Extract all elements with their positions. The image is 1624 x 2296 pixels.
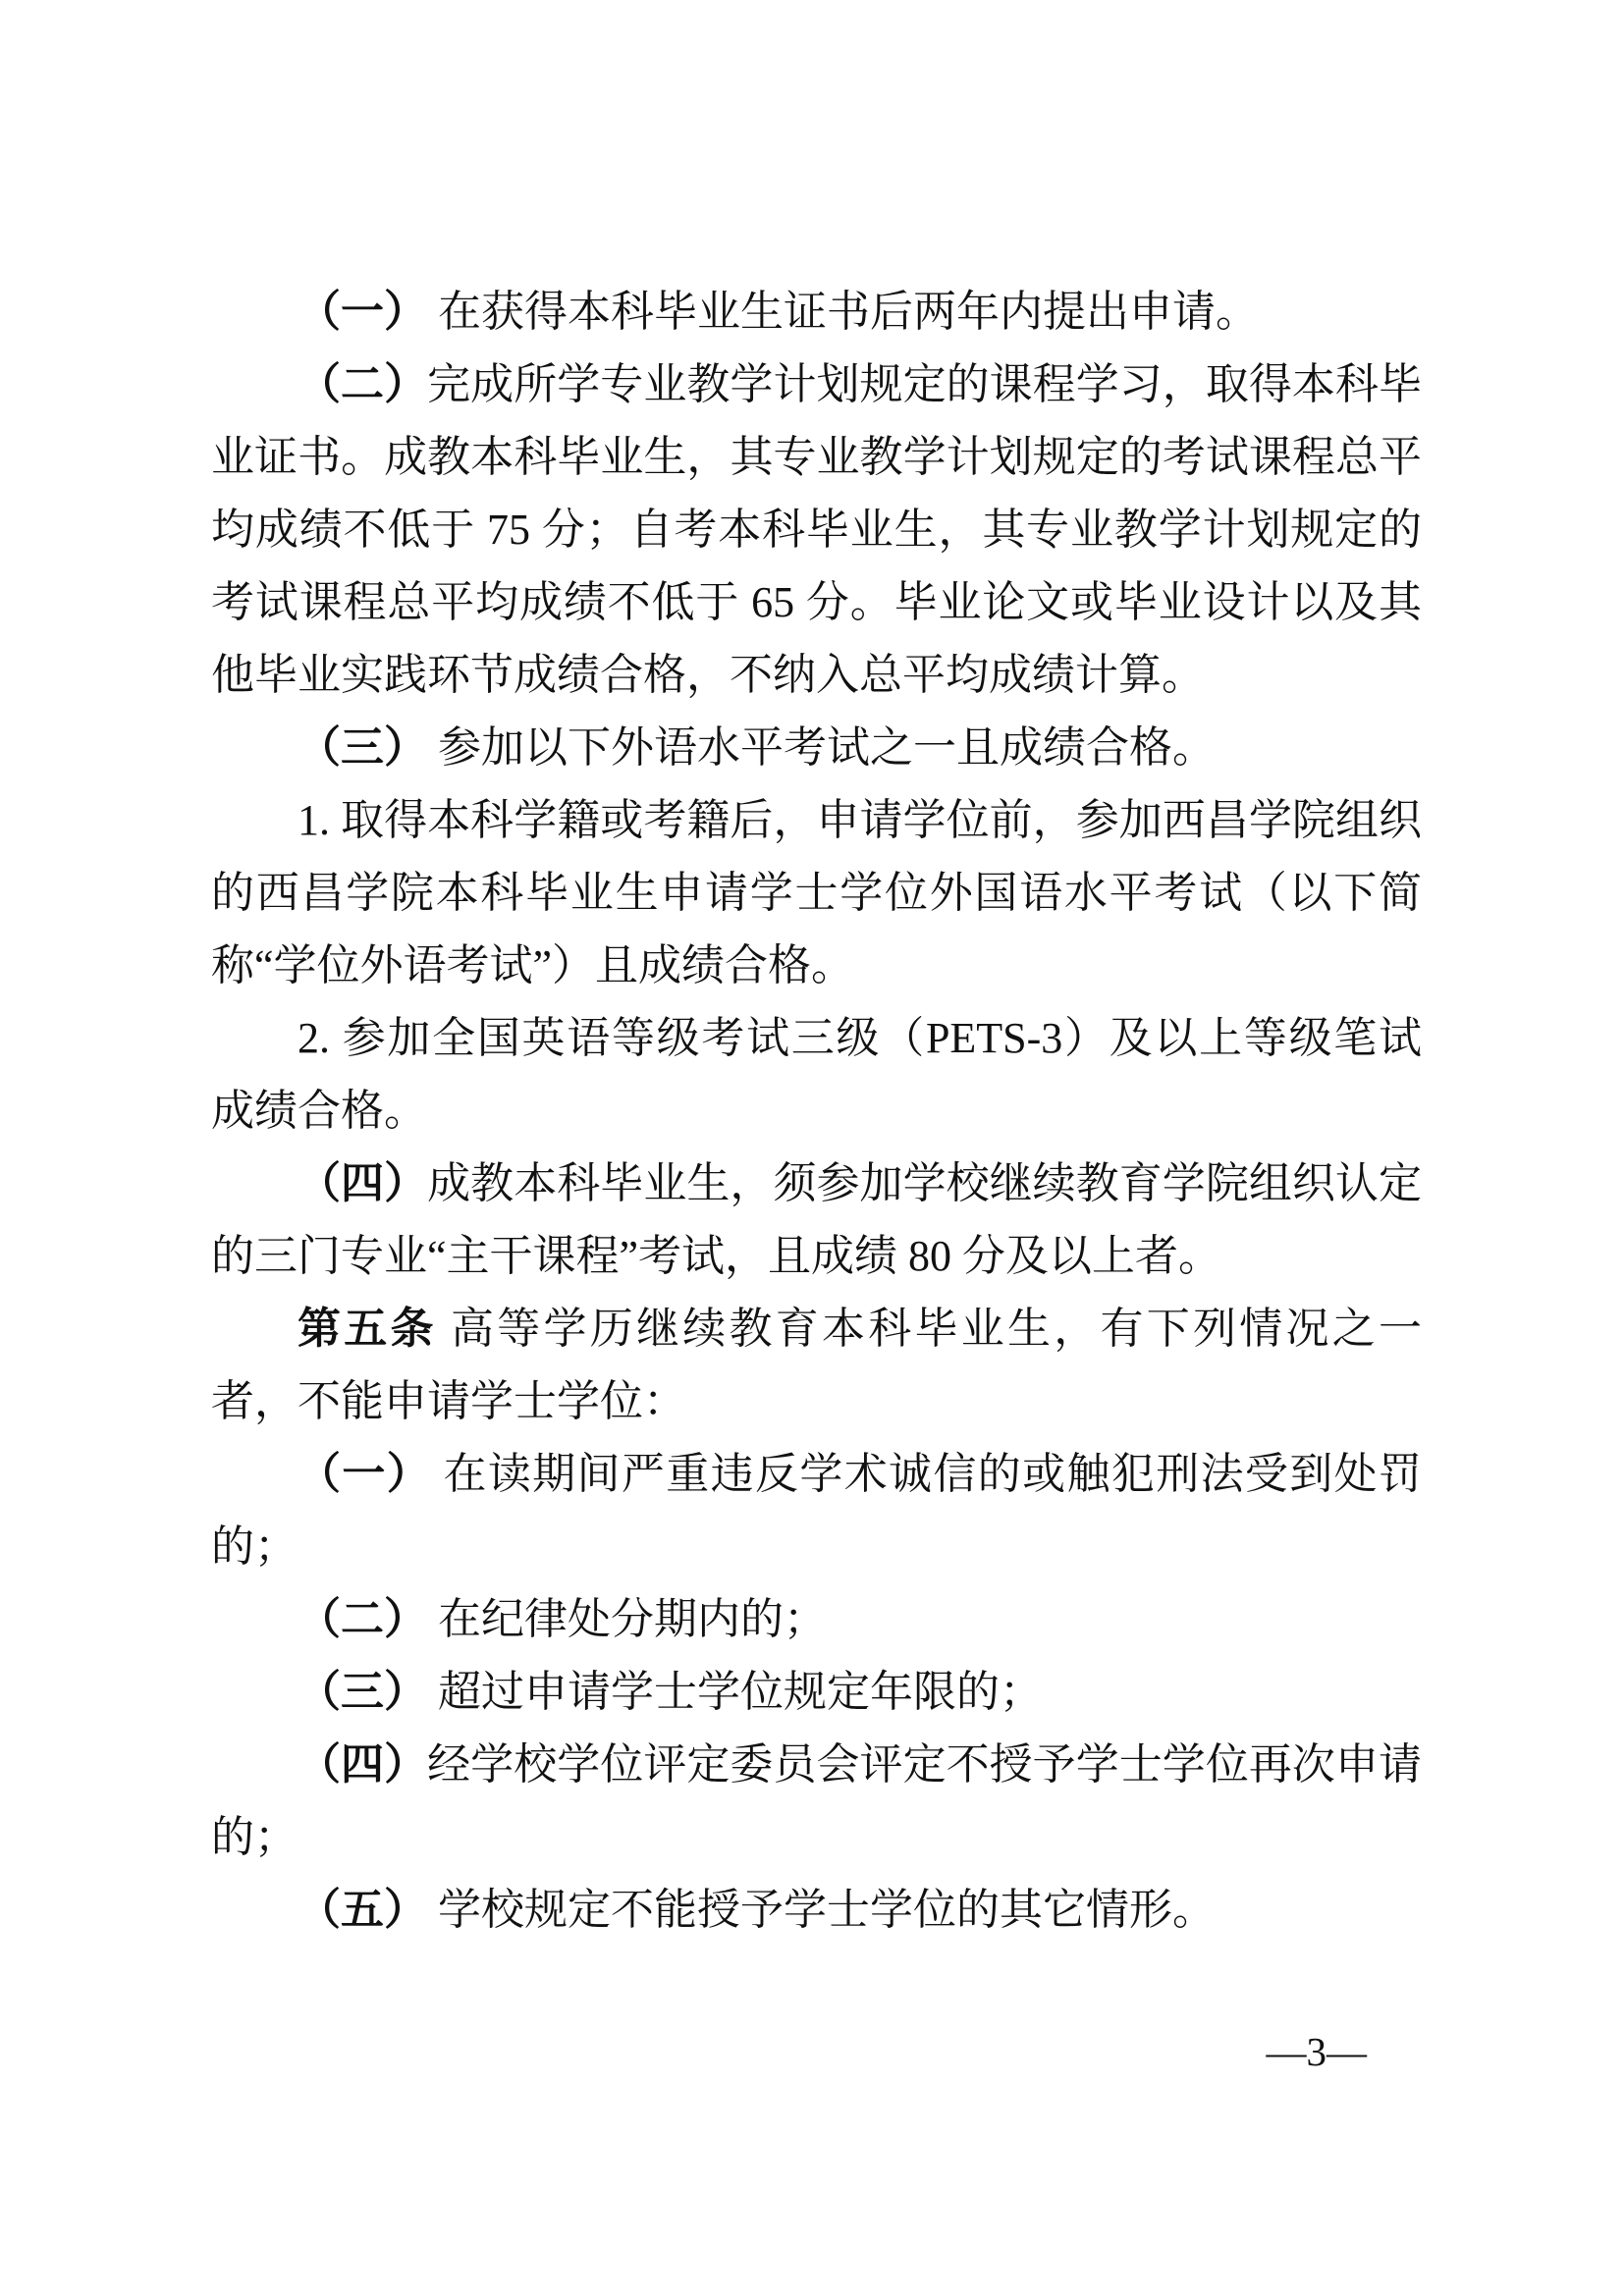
paragraph-marker: （二） (298, 1595, 427, 1643)
paragraph-text: 在读期间严重违反学术诚信的或触犯刑法受到处罚的； (211, 1450, 1423, 1571)
paragraph-marker: （四） (298, 1159, 428, 1207)
paragraph-text: 参加以下外语水平考试之一且成绩合格。 (427, 723, 1216, 772)
paragraph-marker: 1. (298, 796, 330, 844)
paragraph-text: 经学校学位评定委员会评定不授予学士学位再次申请的； (211, 1740, 1423, 1861)
paragraph-marker: （一） (298, 288, 427, 336)
paragraph-text: 成教本科毕业生，须参加学校继续教育学院组织认定的三门专业“主干课程”考试，且成绩 80 分及以上者。 (211, 1159, 1423, 1280)
paragraph (211, 1656, 1422, 1729)
page-number: —3— (1266, 2029, 1367, 2074)
paragraph (211, 1293, 1422, 1438)
paragraph-marker: （五） (298, 1886, 427, 1934)
paragraph (211, 1438, 1422, 1583)
paragraph-text: 在获得本科毕业生证书后两年内提出申请。 (427, 288, 1259, 336)
paragraph (211, 1148, 1422, 1293)
paragraph (211, 1729, 1422, 1874)
paragraph (211, 1002, 1422, 1148)
paragraph-marker: （一） (298, 1450, 432, 1498)
paragraph-marker: （二） (298, 360, 428, 408)
paragraph-marker: 第五条 (298, 1305, 437, 1353)
paragraph-text: 学校规定不能授予学士学位的其它情形。 (427, 1886, 1216, 1934)
paragraph (211, 276, 1422, 348)
paragraph-text: 完成所学专业教学计划规定的课程学习，取得本科毕业证书。成教本科毕业生，其专业教学计划规定的考试课程总平均成绩不低于 75 分；自考本科毕业生，其专业教学计划规定的考试课程总平均成绩不低于 65 分。毕业论文或毕业设计以及其他毕业实践环节成绩合格，不纳入总平均成绩计算。 (211, 360, 1423, 699)
paragraph-text: 超过申请学士学位规定年限的； (427, 1668, 1043, 1716)
paragraph-marker: （四） (298, 1740, 428, 1789)
paragraph (211, 1583, 1422, 1656)
paragraph (211, 1874, 1422, 1947)
paragraph-text: 取得本科学籍或考籍后，申请学位前，参加西昌学院组织的西昌学院本科毕业生申请学士学位外国语水平考试（以下简称“学位外语考试”）且成绩合格。 (211, 796, 1422, 989)
paragraph (211, 712, 1422, 784)
paragraph-text: 在纪律处分期内的； (427, 1595, 827, 1643)
paragraph-text: 高等学历继续教育本科毕业生，有下列情况之一者，不能申请学士学位： (211, 1305, 1422, 1425)
document-body (211, 276, 1422, 1947)
paragraph-marker: （三） (298, 723, 427, 772)
paragraph-text: 参加全国英语等级考试三级（PETS-3）及以上等级笔试成绩合格。 (211, 1014, 1422, 1135)
paragraph (211, 784, 1422, 1002)
paragraph (211, 348, 1422, 712)
paragraph-marker: （三） (298, 1668, 427, 1716)
paragraph-marker: 2. (298, 1014, 330, 1062)
